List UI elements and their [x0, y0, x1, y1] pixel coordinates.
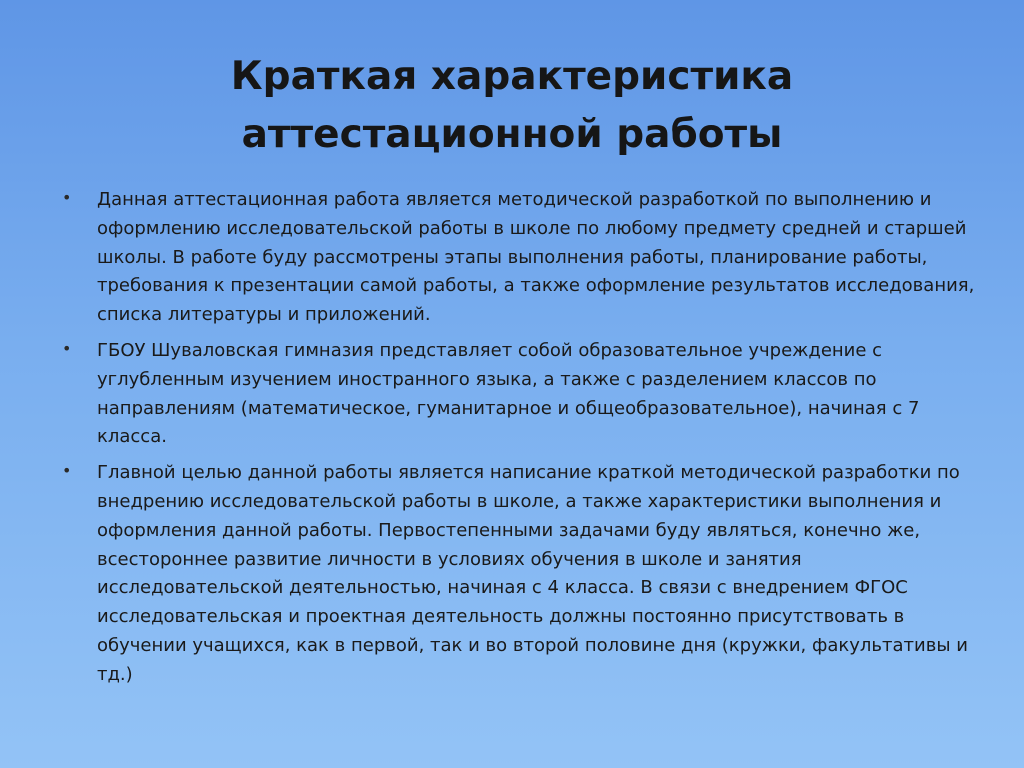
bullet-marker-icon: •	[62, 188, 72, 207]
bullet-text-1: Данная аттестационная работа является методической разработкой по выполнению и оформлению исследовательской работы в школе по любому предмету средней и старшей школы. В работе буду рассмотрены этапы выполнения работы, планирование работы, требования к презентации самой работы, а также оформление результатов исследования, списка литературы и приложений.	[97, 189, 975, 326]
bullet-text-3: Главной целью данной работы является написание краткой методической разработки по внедрению исследовательской работы в школе, а также характеристики выполнения и оформления данной работы. Первостепенными задачами буду являться, конечно же, всестороннее развитие личности в условиях обучения в школе и занятия исследовательской деятельностью, начиная с 4 класса. В связи с внедрением ФГОС исследовательская и проектная деятельность должны постоянно присутствовать в обучении учащихся, как в первой, так и во второй половине дня (кружки, факультативы и тд.)	[97, 462, 968, 685]
bullet-item-1	[62, 186, 982, 330]
bullet-marker-icon: •	[62, 338, 72, 358]
slide-title-line-1: Краткая характеристика	[230, 54, 794, 99]
bullet-list	[62, 186, 982, 697]
bullet-marker-icon: •	[62, 461, 72, 481]
bullet-item-3	[62, 459, 982, 689]
bullet-text-2: ГБОУ Шуваловская гимназия представляет собой образовательное учреждение с углубленным изучением иностранного языка, а также с разделением классов по направлениям (математическое, гуманитарное и общеобразовательное), начиная с 7 класса.	[97, 339, 920, 448]
slide-title-line-2: аттестационной работы	[241, 112, 783, 157]
bullet-item-2	[62, 337, 982, 452]
slide-title	[0, 48, 1024, 164]
